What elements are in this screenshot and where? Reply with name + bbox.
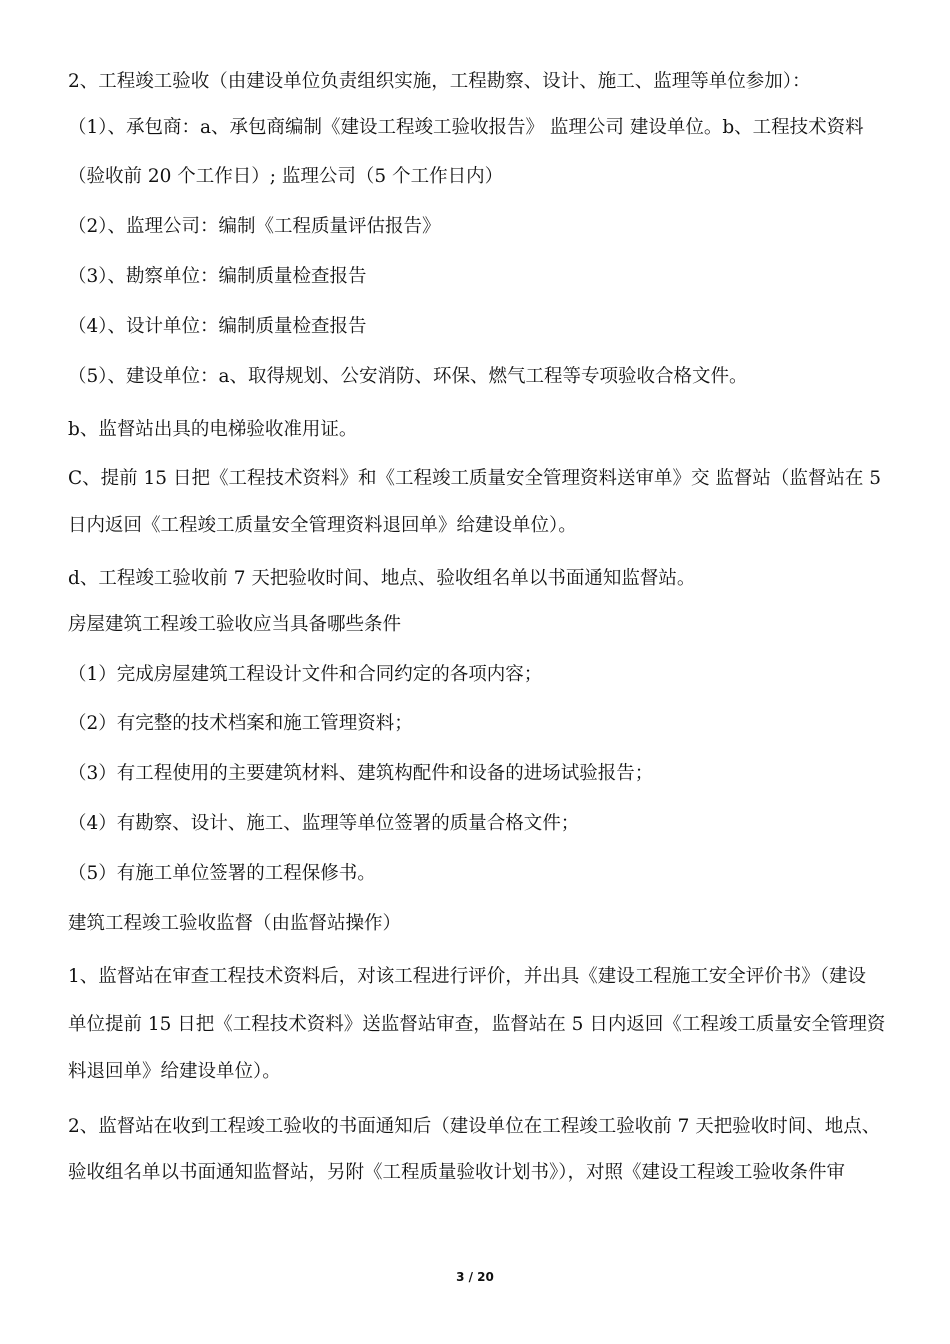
text-line: （1）完成房屋建筑工程设计文件和合同约定的各项内容；: [68, 664, 543, 685]
text-line: C、提前 15 日把《工程技术资料》和《工程竣工质量安全管理资料送审单》交 监督站（监督站在 5: [68, 468, 881, 489]
text-line: （5）、建设单位：a、取得规划、公安消防、环保、燃气工程等专项验收合格文件。: [68, 366, 748, 387]
text-line: 单位提前 15 日把《工程技术资料》送监督站审查，监督站在 5 日内返回《工程竣工质量安全管理资: [68, 1014, 886, 1035]
text-line: （4）、设计单位：编制质量检查报告: [68, 316, 367, 337]
text-line: 2、监督站在收到工程竣工验收的书面通知后（建设单位在工程竣工验收前 7 天把验收时间、地点、: [68, 1116, 881, 1137]
text-line: 料退回单》给建设单位）。: [68, 1061, 281, 1082]
text-line: （1）、承包商：a、承包商编制《建设工程竣工验收报告》 监理公司 建设单位。b、工程技术资料: [68, 117, 864, 138]
section-heading: 建筑工程竣工验收监督（由监督站操作）: [68, 913, 402, 934]
section-heading: 房屋建筑工程竣工验收应当具备哪些条件: [68, 614, 402, 635]
page-number: 3 / 20: [456, 1270, 494, 1284]
text-line: （5）有施工单位签署的工程保修书。: [68, 863, 376, 884]
text-line: （4）有勘察、设计、施工、监理等单位签署的质量合格文件；: [68, 813, 580, 834]
text-line: （验收前 20 个工作日）; 监理公司（5 个工作日内）: [68, 166, 504, 187]
text-line: （3）有工程使用的主要建筑材料、建筑构配件和设备的进场试验报告；: [68, 763, 654, 784]
text-line: 验收组名单以书面通知监督站，另附《工程质量验收计划书》），对照《建设工程竣工验收条件审: [68, 1162, 846, 1183]
text-line: （3）、勘察单位：编制质量检查报告: [68, 266, 367, 287]
text-line: d、工程竣工验收前 7 天把验收时间、地点、验收组名单以书面通知监督站。: [68, 568, 696, 589]
text-line: （2）、监理公司：编制《工程质量评估报告》: [68, 216, 441, 237]
text-line: 2、工程竣工验收（由建设单位负责组织实施，工程勘察、设计、施工、监理等单位参加）：: [68, 71, 811, 92]
text-line: 1、监督站在审查工程技术资料后，对该工程进行评价，并出具《建设工程施工安全评价书》（建设: [68, 966, 867, 987]
text-line: （2）有完整的技术档案和施工管理资料；: [68, 713, 413, 734]
text-line: 日内返回《工程竣工质量安全管理资料退回单》给建设单位）。: [68, 515, 577, 536]
text-line: b、监督站出具的电梯验收准用证。: [68, 419, 358, 440]
